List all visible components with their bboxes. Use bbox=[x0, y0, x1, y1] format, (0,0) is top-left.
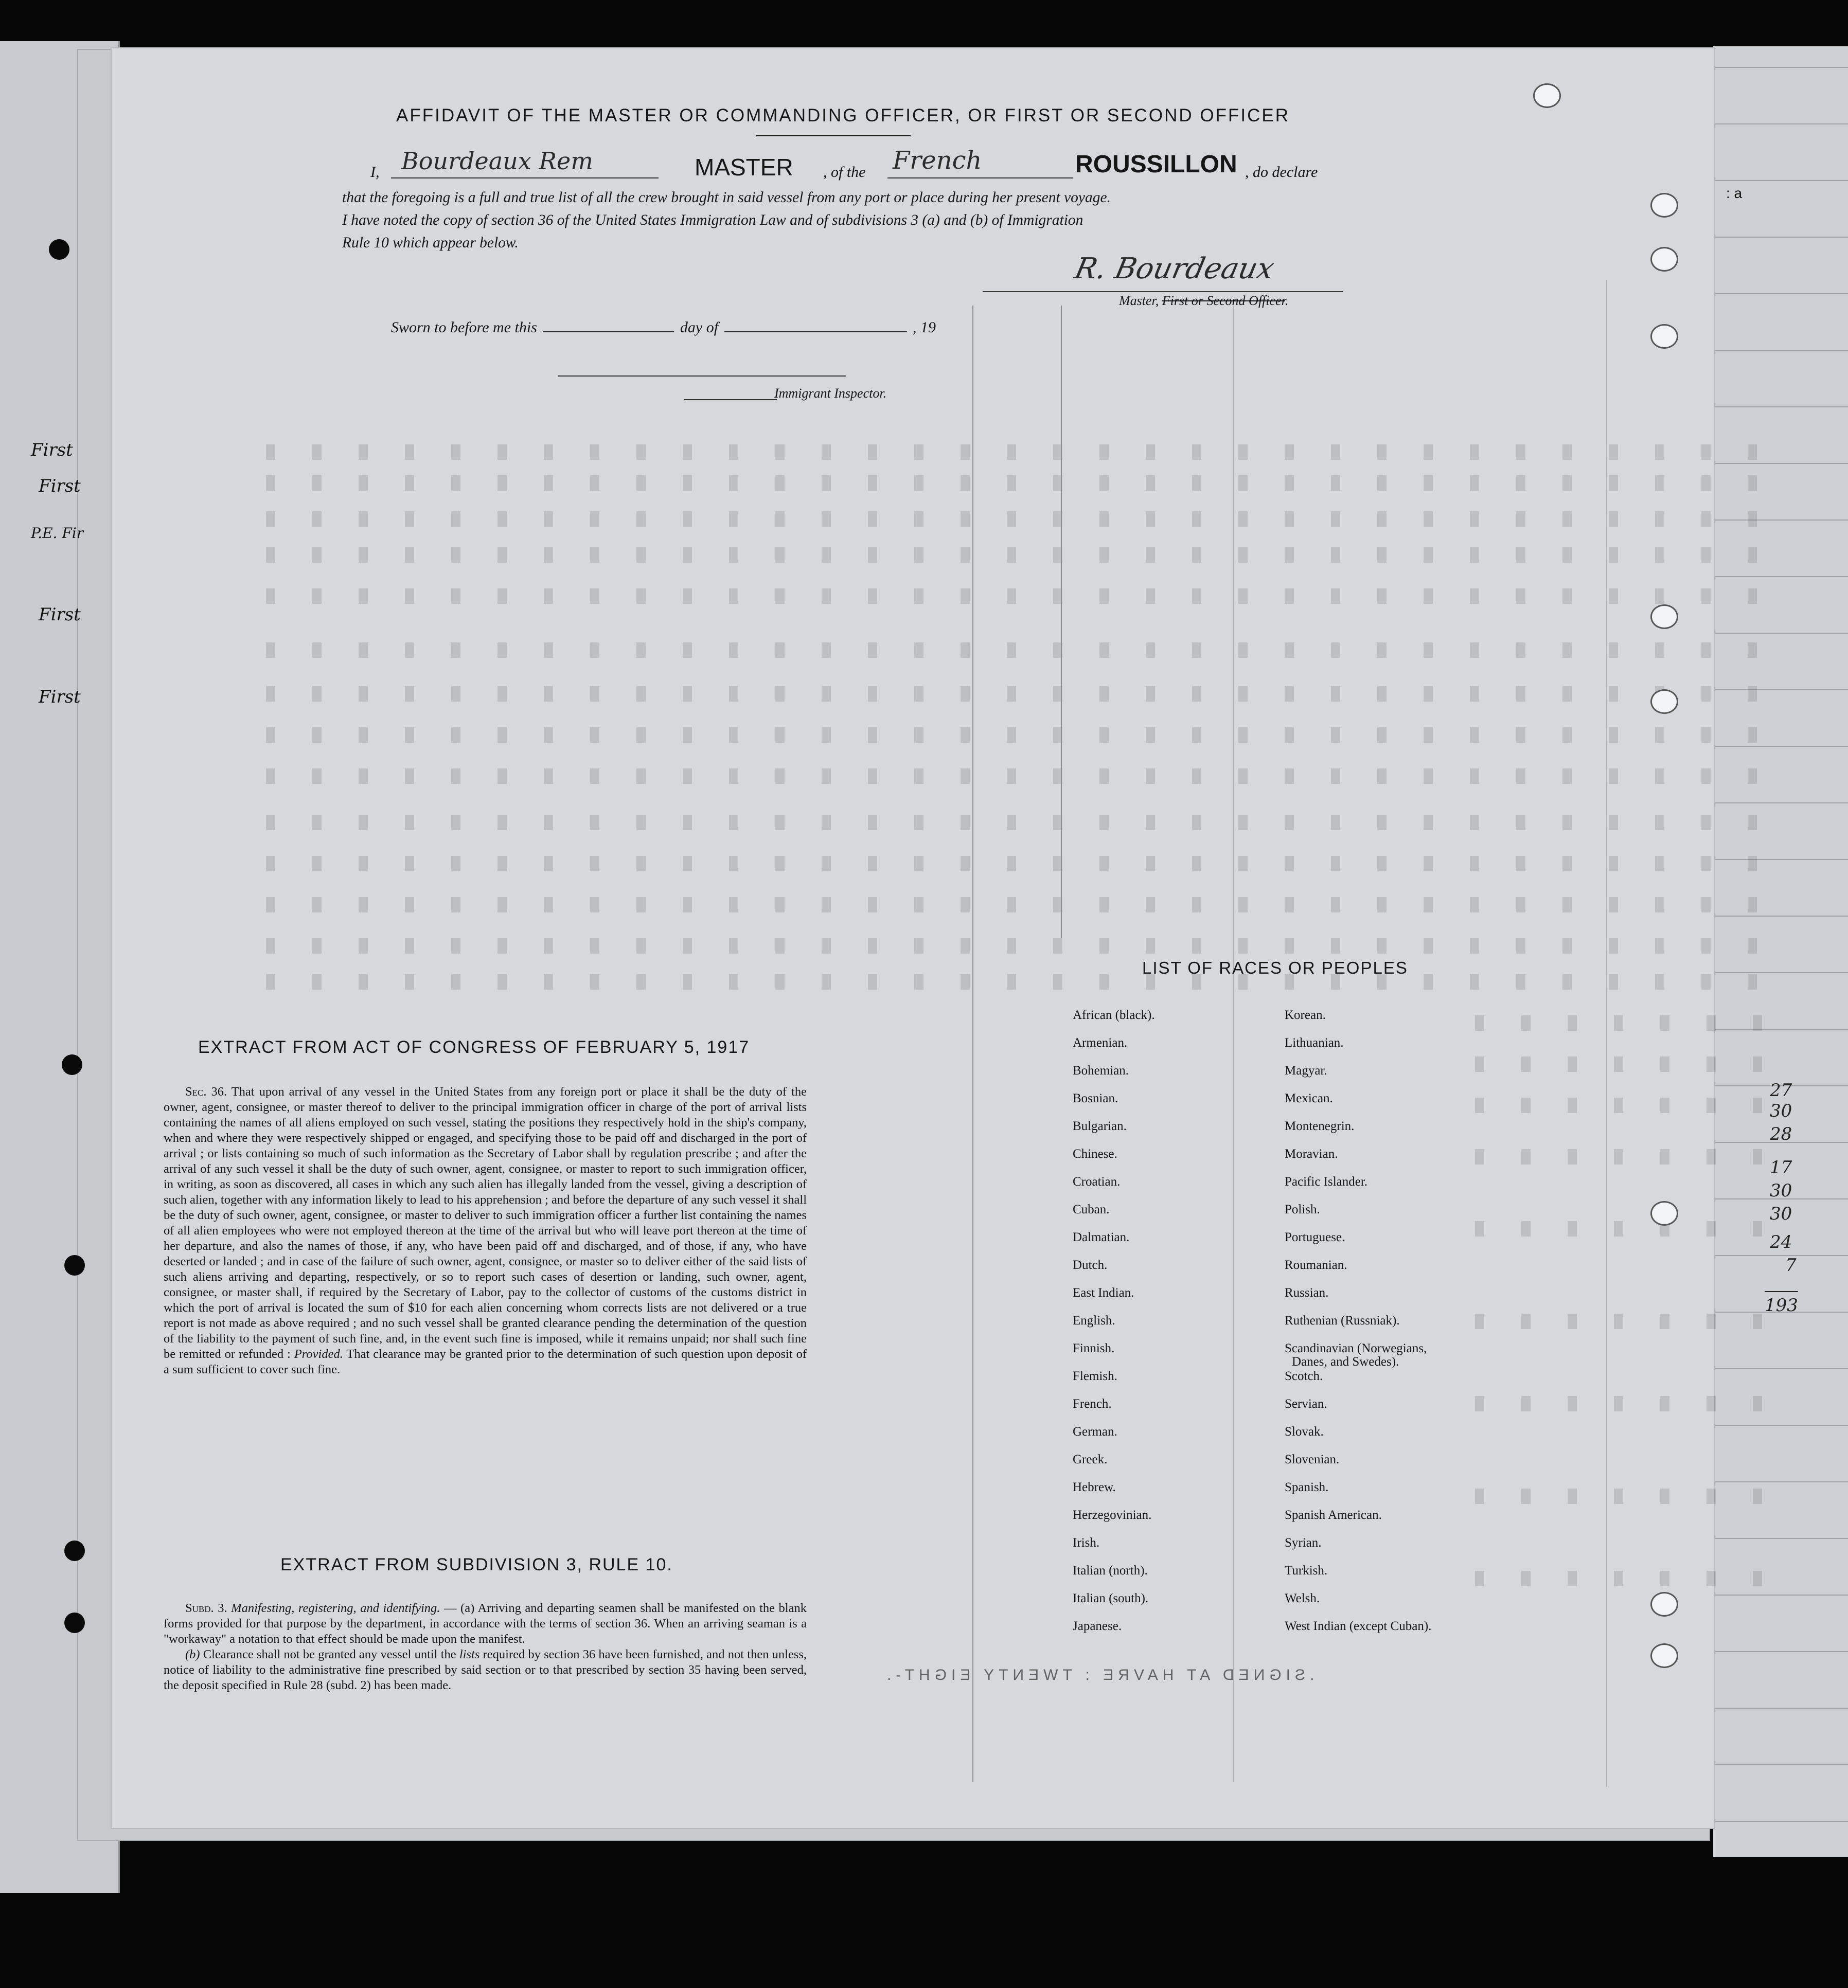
sworn-day-field bbox=[543, 331, 674, 332]
caption-master: Master, bbox=[1119, 293, 1159, 308]
race-item: Croatian. bbox=[1073, 1175, 1121, 1189]
tally-number: 30 bbox=[1770, 1101, 1792, 1121]
signature-line bbox=[983, 291, 1343, 292]
race-item: English. bbox=[1073, 1314, 1115, 1328]
affidavit-heading: AFFIDAVIT OF THE MASTER OR COMMANDING OFFICER, OR FIRST OR SECOND OFFICER bbox=[396, 105, 1290, 126]
subd-title: Manifesting, registering, and identifying. bbox=[231, 1601, 440, 1615]
race-item: Herzegovinian. bbox=[1073, 1508, 1152, 1522]
act-text bbox=[164, 1084, 807, 1377]
race-item: Bohemian. bbox=[1073, 1064, 1129, 1078]
master-title: MASTER bbox=[695, 154, 793, 181]
race-item: Turkish. bbox=[1285, 1564, 1328, 1578]
punch-hole bbox=[1650, 604, 1678, 629]
master-name-field bbox=[391, 149, 659, 178]
race-item: Russian. bbox=[1285, 1286, 1329, 1300]
sworn-month-field bbox=[724, 331, 907, 332]
of-the-text: , of the bbox=[823, 164, 866, 181]
column-divider bbox=[1061, 306, 1062, 938]
tally-number: 30 bbox=[1770, 1180, 1792, 1201]
right-edge-letter: : a bbox=[1726, 185, 1743, 201]
race-item: Spanish. bbox=[1285, 1480, 1329, 1494]
punch-hole bbox=[1650, 1592, 1678, 1617]
race-item: Portuguese. bbox=[1285, 1230, 1345, 1244]
tally-number: 24 bbox=[1770, 1232, 1792, 1252]
sec-label: Sec. 36. bbox=[185, 1085, 227, 1099]
race-item: Italian (south). bbox=[1073, 1591, 1149, 1605]
act-heading: EXTRACT FROM ACT OF CONGRESS OF FEBRUARY 5, 1917 bbox=[198, 1037, 750, 1057]
rule-heading: EXTRACT FROM SUBDIVISION 3, RULE 10. bbox=[280, 1555, 673, 1574]
act-text-b: That clearance may be granted prior to the determination of such question upon deposit of a sum sufficient to cover such fine. bbox=[164, 1347, 807, 1376]
race-item: Moravian. bbox=[1285, 1147, 1338, 1161]
provided-label: Provided. bbox=[294, 1347, 343, 1361]
tally-number: 28 bbox=[1770, 1124, 1792, 1144]
race-item: Mexican. bbox=[1285, 1091, 1333, 1105]
subd-para-a: — (a) Arriving and departing seamen shall be manifested on the blank forms provided for that purpose by the department, in accordance with the terms of section 36. When an arriving seaman is a "workaway" a notation to that effect should be made upon the manifest. bbox=[164, 1601, 807, 1646]
race-item: Armenian. bbox=[1073, 1036, 1128, 1050]
punch-hole bbox=[1650, 193, 1678, 218]
left-margin-note: First bbox=[39, 604, 81, 625]
races-heading: LIST OF RACES OR PEOPLES bbox=[1142, 958, 1408, 977]
binding-mark bbox=[64, 1541, 85, 1561]
year-prefix: , 19 bbox=[913, 319, 936, 336]
race-item: German. bbox=[1073, 1425, 1117, 1439]
binding-mark bbox=[62, 1054, 82, 1075]
race-item: Bosnian. bbox=[1073, 1091, 1118, 1105]
subd-para-b-lists: lists bbox=[459, 1647, 480, 1661]
punch-hole bbox=[1650, 689, 1678, 714]
do-declare-text: , do declare bbox=[1245, 164, 1318, 181]
race-item: Japanese. bbox=[1073, 1619, 1122, 1633]
inspector-short-line bbox=[684, 399, 777, 400]
subd-para-b-1: Clearance shall not be granted any vessel until the bbox=[203, 1647, 456, 1661]
race-item: Welsh. bbox=[1285, 1591, 1320, 1605]
affidavit-line-3: I have noted the copy of section 36 of the United States Immigration Law and of subdivisions 3 (a) and (b) of Immigration bbox=[342, 212, 1083, 228]
column-divider bbox=[972, 306, 973, 1782]
master-signature: R. Bourdeaux bbox=[1072, 252, 1277, 285]
race-item: Flemish. bbox=[1073, 1369, 1117, 1383]
column-divider bbox=[1606, 280, 1607, 1787]
race-item: Spanish American. bbox=[1285, 1508, 1382, 1522]
punch-hole bbox=[1650, 247, 1678, 272]
nationality-field bbox=[887, 146, 1073, 178]
race-item: East Indian. bbox=[1073, 1286, 1134, 1300]
punch-hole bbox=[1650, 324, 1678, 349]
tally-number: 27 bbox=[1770, 1080, 1792, 1101]
vessel-name: ROUSSILLON bbox=[1075, 151, 1237, 178]
race-item: Roumanian. bbox=[1285, 1258, 1347, 1272]
subd-b-label: (b) bbox=[185, 1647, 200, 1661]
binding-mark bbox=[64, 1255, 85, 1276]
race-item: Slovenian. bbox=[1285, 1453, 1340, 1466]
race-item: Servian. bbox=[1285, 1397, 1327, 1411]
bleed-through-stamp: .SIGNED AT HAVRE : TWENTY EIGHT-. bbox=[882, 1667, 1314, 1683]
race-item: Dutch. bbox=[1073, 1258, 1108, 1272]
race-item: Cuban. bbox=[1073, 1203, 1110, 1216]
race-item: Finnish. bbox=[1073, 1341, 1115, 1355]
inspector-caption: Immigrant Inspector. bbox=[774, 386, 887, 401]
caption-struck: First or Second Officer bbox=[1162, 293, 1285, 308]
sworn-before: Sworn to before me this bbox=[391, 319, 537, 336]
race-item: Slovak. bbox=[1285, 1425, 1324, 1439]
caption-period: . bbox=[1285, 293, 1289, 308]
race-item: Polish. bbox=[1285, 1203, 1320, 1216]
sworn-line bbox=[391, 319, 936, 336]
race-item: Irish. bbox=[1073, 1536, 1100, 1550]
signature-caption bbox=[1119, 293, 1288, 309]
left-margin-note: P.E. Fir bbox=[31, 525, 84, 542]
rule-text bbox=[164, 1601, 807, 1693]
race-item: French. bbox=[1073, 1397, 1112, 1411]
race-item: Scandinavian (Norwegians, bbox=[1285, 1341, 1427, 1355]
left-margin-note: First bbox=[39, 476, 81, 496]
tally-number: 17 bbox=[1770, 1157, 1792, 1178]
race-item: Ruthenian (Russniak). bbox=[1285, 1314, 1400, 1328]
master-name: Bourdeaux Rem bbox=[401, 147, 593, 175]
affidavit-line-4: Rule 10 which appear below. bbox=[342, 235, 519, 251]
race-item: Dalmatian. bbox=[1073, 1230, 1130, 1244]
race-item: Greek. bbox=[1073, 1453, 1108, 1466]
left-margin-note: First bbox=[31, 440, 73, 460]
race-item: Danes, and Swedes). bbox=[1292, 1355, 1399, 1369]
punch-hole bbox=[1650, 1643, 1678, 1668]
race-item: Syrian. bbox=[1285, 1536, 1322, 1550]
race-item: African (black). bbox=[1073, 1008, 1155, 1022]
punch-hole bbox=[1650, 1201, 1678, 1226]
heading-rule bbox=[756, 135, 911, 136]
subd-para-b-2: required by section 36 have been furnished, and not then unless, notice of liability to the administrative fine prescribed by said section or to that prescribed by section 35 having been served, the deposit specified in Rule 28 (subd. 2) has been made. bbox=[164, 1647, 807, 1692]
inspector-signature-line bbox=[558, 375, 846, 377]
day-of: day of bbox=[680, 319, 719, 336]
tally-number: 7 bbox=[1785, 1255, 1797, 1276]
nationality: French bbox=[893, 146, 982, 175]
affidavit-line-2: that the foregoing is a full and true list of all the crew brought in said vessel from any port or place during her present voyage. bbox=[342, 189, 1111, 206]
race-item: Pacific Islander. bbox=[1285, 1175, 1368, 1189]
act-text-a: That upon arrival of any vessel in the United States from any foreign port or place it shall be the duty of the owner, agent, consignee, or master thereof to deliver to the principal immigration officer in charge of the port of arrival lists containing the names of all aliens employed on such vessel, stating the positions they respectively hold in the ship's company, when and where they were respectively shipped or engaged, and specifying those to be paid off and discharged in the port of arrival ; or lists containing so much of such information as the Secretary of Labor shall by regulation prescribe ; and after the arrival of any such vessel it shall be the duty of such owner, agent, consignee, or master to report to such immigration officer, in writing, as soon as discovered, all cases in which any such alien has illegally landed from the vessel, giving a description of such alien, together with any information likely to lead to his apprehension ; and before the departure of any such vessel it shall be the duty of such owner, agent, consignee, or master to deliver to such immigration officer a further list containing the names of all alien employees who were not employed thereon at the time of the arrival but who will leave port thereon at the time of her departure, and also the names of those, if any, who have been paid off and discharged, and of those, if any, who have deserted or landed ; and in case of the failure of such owner, agent, consignee, or master so to deliver either of the said lists of such aliens arriving and departing, respectively, or so to report such cases of desertion or landing, such owner, agent, consignee, or master shall, if required by the Secretary of Labor, pay to the collector of customs of the customs district in which the port of arrival is located the sum of $10 for each alien concerning whom corrects lists are not delivered or a true report is not made as above required ; and no such vessel shall be granted clearance pending the determination of the question of the liability to the payment of such fine, and, in the event such fine is imposed, while it remains unpaid; nor shall such fine be remitted or refunded : bbox=[164, 1085, 807, 1361]
race-item: Bulgarian. bbox=[1073, 1119, 1127, 1133]
race-item: Magyar. bbox=[1285, 1064, 1327, 1078]
binding-mark bbox=[64, 1613, 85, 1633]
tally-number: 193 bbox=[1765, 1291, 1798, 1316]
race-item: Lithuanian. bbox=[1285, 1036, 1344, 1050]
race-item: West Indian (except Cuban). bbox=[1285, 1619, 1432, 1633]
race-item: Korean. bbox=[1285, 1008, 1326, 1022]
race-item: Hebrew. bbox=[1073, 1480, 1116, 1494]
race-item: Italian (north). bbox=[1073, 1564, 1148, 1578]
punch-hole bbox=[1533, 83, 1561, 108]
column-divider bbox=[1233, 306, 1234, 1782]
left-margin-note: First bbox=[39, 687, 81, 707]
race-item: Scotch. bbox=[1285, 1369, 1323, 1383]
race-item: Chinese. bbox=[1073, 1147, 1117, 1161]
tally-number: 30 bbox=[1770, 1204, 1792, 1224]
binding-mark bbox=[49, 239, 69, 260]
race-item: Montenegrin. bbox=[1285, 1119, 1355, 1133]
subd-label: Subd. 3. bbox=[185, 1601, 227, 1615]
affidavit-i: I, bbox=[370, 164, 380, 181]
